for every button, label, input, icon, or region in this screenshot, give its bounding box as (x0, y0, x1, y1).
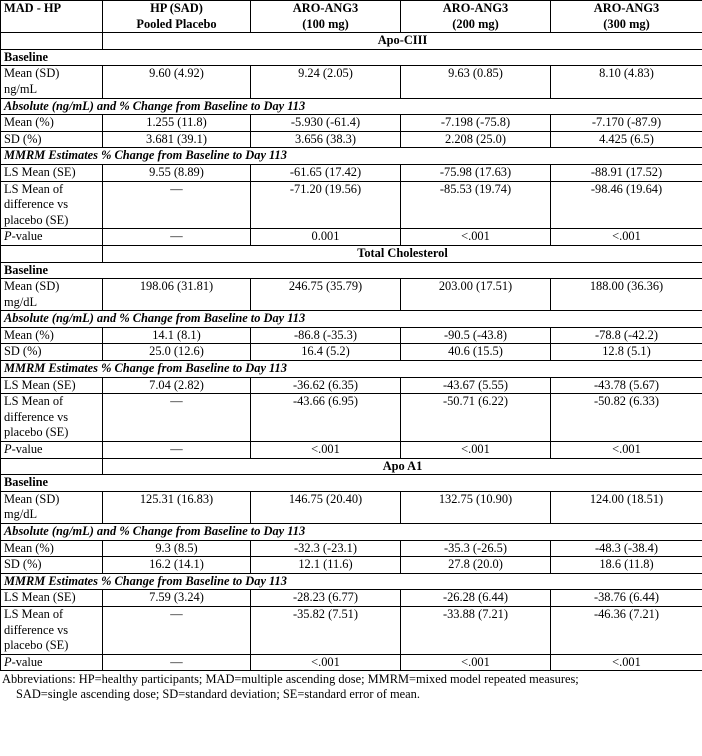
cell-value: -43.78 (5.67) (593, 377, 660, 392)
cell-value: -28.23 (6.77) (292, 590, 359, 605)
table-cell (251, 491, 401, 523)
header-200mg: ARO-ANG3 (200 mg) (401, 1, 551, 33)
cell-value: -26.28 (6.44) (442, 590, 509, 605)
section-title (103, 33, 702, 50)
cell-value: -88.91 (17.52) (590, 164, 663, 179)
cell-value: -35.3 (-26.5) (444, 540, 507, 555)
cell-value: -35.82 (7.51) (292, 606, 359, 621)
baseline-label-text: Baseline (4, 262, 49, 277)
cell-value: 9.60 (4.92) (149, 66, 204, 81)
footnote-line-1: Abbreviations: HP=healthy participants; MAD=multiple ascending dose; MMRM=mixed model repeated measures; (2, 672, 579, 687)
section-title-row (1, 458, 702, 475)
abbreviations-footnote (0, 671, 702, 702)
row-label (1, 394, 103, 442)
table-cell (103, 377, 251, 394)
table-cell (401, 557, 551, 574)
cell-value: -5.930 (-61.4) (290, 115, 361, 130)
table-cell (551, 394, 702, 442)
row-label (1, 654, 103, 671)
footnote-line-2: SAD=single ascending dose; SD=standard deviation; SE=standard error of mean. (16, 687, 420, 702)
row-label-line: LS Mean of (4, 394, 64, 409)
table-cell (401, 590, 551, 607)
cell-value: -7.170 (-87.9) (591, 115, 662, 130)
baseline-label-row (1, 262, 702, 279)
section-title-row (1, 33, 702, 50)
section-blank-cell (1, 245, 103, 262)
cell-value: 16.4 (5.2) (301, 344, 350, 359)
cell-value: -48.3 (-38.4) (595, 540, 658, 555)
cell-value: 12.1 (11.6) (298, 557, 353, 572)
cell-value: <.001 (461, 229, 490, 244)
cell-value: 1.255 (11.8) (146, 115, 207, 130)
subsection-title-row (1, 573, 702, 590)
baseline-label-text: Baseline (4, 49, 49, 64)
cell-value: -98.46 (19.64) (590, 181, 663, 196)
table-cell (251, 540, 401, 557)
row-label-line: Mean (SD) (4, 66, 60, 81)
table-row (1, 606, 702, 654)
table-cell (103, 229, 251, 246)
cell-value: 3.656 (38.3) (295, 131, 356, 146)
row-label-line: difference vs (4, 409, 69, 424)
table-cell (251, 66, 401, 98)
row-label-text: LS Mean (SE) (4, 377, 76, 392)
cell-value: — (170, 181, 183, 196)
section-title (103, 458, 702, 475)
cell-value: 3.681 (39.1) (146, 131, 207, 146)
baseline-label (1, 49, 702, 66)
baseline-label-row (1, 475, 702, 492)
row-label-text: -value (11, 229, 43, 244)
table-cell (401, 229, 551, 246)
section-title (103, 245, 702, 262)
table-row (1, 229, 702, 246)
section-title-text: Apo A1 (382, 458, 423, 473)
table-cell (401, 66, 551, 98)
table-cell (251, 590, 401, 607)
cell-value: 12.8 (5.1) (602, 344, 651, 359)
absolute-change-title-text: Absolute (ng/mL) and % Change from Baseline to Day 113 (4, 524, 306, 538)
table-body (1, 33, 702, 671)
table-cell (551, 442, 702, 459)
table-cell (551, 557, 702, 574)
cell-value: -43.67 (5.55) (442, 377, 509, 392)
table-cell (401, 279, 551, 311)
row-label (1, 344, 103, 361)
cell-value: -75.98 (17.63) (439, 164, 512, 179)
cell-value: 7.59 (3.24) (149, 590, 204, 605)
table-cell (103, 590, 251, 607)
cell-value: <.001 (612, 442, 641, 457)
absolute-change-title (1, 311, 702, 328)
cell-value: 25.0 (12.6) (149, 344, 204, 359)
table-row (1, 491, 702, 523)
row-label-unit: mg/dL (4, 507, 38, 522)
table-cell (103, 66, 251, 98)
row-label-italic: P (4, 654, 12, 669)
cell-value: 4.425 (6.5) (599, 131, 654, 146)
table-cell (251, 181, 401, 229)
table-cell (103, 394, 251, 442)
cell-value: — (170, 229, 183, 244)
table-row (1, 654, 702, 671)
row-label-line: placebo (SE) (4, 638, 69, 653)
cell-value: 8.10 (4.83) (599, 66, 654, 81)
cell-value: 9.24 (2.05) (298, 66, 353, 81)
cell-value: -71.20 (19.56) (289, 181, 362, 196)
table-cell (401, 115, 551, 132)
cell-value: 188.00 (36.36) (589, 279, 664, 294)
row-label (1, 377, 103, 394)
header-100mg: ARO-ANG3 (100 mg) (251, 1, 401, 33)
header-row (1, 1, 702, 33)
cell-value: 0.001 (311, 229, 340, 244)
row-label-text: -value (11, 654, 43, 669)
section-title-text: Total Cholesterol (357, 245, 448, 260)
subsection-title-row (1, 98, 702, 115)
cell-value: -78.8 (-42.2) (595, 327, 658, 342)
table-row (1, 115, 702, 132)
absolute-change-title (1, 98, 702, 115)
table-row (1, 279, 702, 311)
subsection-title-row (1, 524, 702, 541)
row-label-line: placebo (SE) (4, 212, 69, 227)
cell-value: 124.00 (18.51) (589, 491, 664, 506)
row-label-line: Mean (SD) (4, 491, 60, 506)
table-cell (401, 654, 551, 671)
row-label-line: placebo (SE) (4, 425, 69, 440)
table-row (1, 442, 702, 459)
cell-value: 125.31 (16.83) (139, 491, 214, 506)
mmrm-title-text: MMRM Estimates % Change from Baseline to Day 113 (4, 573, 287, 588)
table-cell (103, 279, 251, 311)
row-label-text: LS Mean (SE) (4, 590, 76, 605)
table-cell (251, 164, 401, 181)
table-cell (251, 115, 401, 132)
baseline-label (1, 475, 702, 492)
section-blank-cell (1, 33, 103, 50)
table-cell (551, 66, 702, 98)
cell-value: — (170, 606, 183, 621)
header-mad-hp: MAD - HP (1, 1, 103, 33)
cell-value: -85.53 (19.74) (439, 181, 512, 196)
table-cell (103, 115, 251, 132)
table-cell (251, 229, 401, 246)
cell-value: -7.198 (-75.8) (440, 115, 511, 130)
cell-value: <.001 (461, 442, 490, 457)
cell-value: 2.208 (25.0) (445, 131, 506, 146)
row-label (1, 279, 103, 311)
absolute-change-title-text: Absolute (ng/mL) and % Change from Baseline to Day 113 (4, 98, 306, 113)
table-cell (103, 606, 251, 654)
row-label-text: LS Mean (SE) (4, 164, 76, 179)
table-cell (251, 442, 401, 459)
baseline-label-text: Baseline (4, 475, 49, 490)
table-cell (551, 590, 702, 607)
section-blank-cell (1, 458, 103, 475)
table-cell (401, 131, 551, 148)
subsection-title-row (1, 361, 702, 378)
cell-value: -43.66 (6.95) (292, 394, 359, 409)
cell-value: <.001 (612, 229, 641, 244)
row-label (1, 557, 103, 574)
cell-value: 16.2 (14.1) (149, 557, 204, 572)
row-label-text: SD (%) (4, 344, 42, 359)
row-label (1, 164, 103, 181)
row-label-unit: ng/mL (4, 81, 38, 96)
row-label (1, 590, 103, 607)
row-label-italic: P (4, 442, 12, 457)
absolute-change-title (1, 524, 702, 541)
table-row (1, 164, 702, 181)
row-label (1, 606, 103, 654)
table-cell (103, 442, 251, 459)
table-row (1, 377, 702, 394)
cell-value: -33.88 (7.21) (442, 606, 509, 621)
row-label-text: Mean (%) (4, 115, 54, 130)
baseline-label-row (1, 49, 702, 66)
section-title-row (1, 245, 702, 262)
table-cell (251, 279, 401, 311)
cell-value: -90.5 (-43.8) (444, 327, 507, 342)
cell-value: — (170, 394, 183, 409)
table-cell (401, 491, 551, 523)
cell-value: — (170, 442, 183, 457)
table-cell (103, 491, 251, 523)
table-cell (551, 131, 702, 148)
cell-value: 9.3 (8.5) (155, 540, 198, 555)
table-cell (551, 606, 702, 654)
table-row (1, 131, 702, 148)
table-row (1, 557, 702, 574)
table-cell (251, 557, 401, 574)
table-cell (551, 115, 702, 132)
table-cell (103, 557, 251, 574)
header-placebo: HP (SAD) Pooled Placebo (103, 1, 251, 33)
table-cell (401, 394, 551, 442)
row-label-line: LS Mean of (4, 606, 64, 621)
table-row (1, 344, 702, 361)
row-label-line: difference vs (4, 197, 69, 212)
baseline-label (1, 262, 702, 279)
row-label (1, 327, 103, 344)
table-row (1, 327, 702, 344)
table-cell (251, 327, 401, 344)
table-row (1, 590, 702, 607)
table-cell (103, 654, 251, 671)
cell-value: -86.8 (-35.3) (294, 327, 357, 342)
row-label (1, 115, 103, 132)
subsection-title-row (1, 148, 702, 165)
table-cell (251, 377, 401, 394)
table-cell (551, 377, 702, 394)
table-cell (401, 377, 551, 394)
table-cell (103, 327, 251, 344)
table-cell (401, 442, 551, 459)
table-cell (251, 394, 401, 442)
row-label (1, 181, 103, 229)
table-cell (251, 344, 401, 361)
table-cell (103, 540, 251, 557)
table-cell (103, 131, 251, 148)
cell-value: 146.75 (20.40) (288, 491, 363, 506)
table-cell (251, 606, 401, 654)
table-cell (401, 540, 551, 557)
row-label (1, 131, 103, 148)
table-cell (551, 181, 702, 229)
cell-value: 132.75 (10.90) (438, 491, 513, 506)
cell-value: <.001 (311, 442, 340, 457)
mmrm-title-text: MMRM Estimates % Change from Baseline to Day 113 (4, 148, 287, 163)
cell-value: 18.6 (11.8) (599, 557, 654, 572)
cell-value: <.001 (612, 654, 641, 669)
cell-value: -38.76 (6.44) (593, 590, 660, 605)
row-label-text: Mean (%) (4, 327, 54, 342)
row-label (1, 229, 103, 246)
table-row (1, 66, 702, 98)
cell-value: 198.06 (31.81) (139, 279, 214, 294)
table-cell (401, 327, 551, 344)
mmrm-title (1, 361, 702, 378)
table-cell (551, 654, 702, 671)
row-label-line: Mean (SD) (4, 279, 60, 294)
cell-value: 14.1 (8.1) (152, 327, 201, 342)
cell-value: -50.71 (6.22) (442, 394, 509, 409)
row-label-line: LS Mean of (4, 181, 64, 196)
mmrm-title (1, 573, 702, 590)
table-cell (401, 344, 551, 361)
table-row (1, 181, 702, 229)
section-title-text: Apo-CIII (377, 33, 428, 48)
cell-value: -32.3 (-23.1) (294, 540, 357, 555)
row-label-italic: P (4, 229, 12, 244)
table-cell (103, 181, 251, 229)
cell-value: 9.55 (8.89) (149, 164, 204, 179)
mmrm-title (1, 148, 702, 165)
table-cell (251, 131, 401, 148)
table-row (1, 540, 702, 557)
table-cell (551, 279, 702, 311)
cell-value: -36.62 (6.35) (292, 377, 359, 392)
table-cell (103, 164, 251, 181)
header-300mg: ARO-ANG3 (300 mg) (551, 1, 702, 33)
cell-value: -46.36 (7.21) (593, 606, 660, 621)
cell-value: 7.04 (2.82) (149, 377, 204, 392)
cell-value: -50.82 (6.33) (593, 394, 660, 409)
row-label-text: Mean (%) (4, 540, 54, 555)
table-cell (551, 491, 702, 523)
row-label-unit: mg/dL (4, 294, 38, 309)
cell-value: <.001 (461, 654, 490, 669)
absolute-change-title-text: Absolute (ng/mL) and % Change from Baseline to Day 113 (4, 311, 306, 326)
cell-value: -61.65 (17.42) (289, 164, 362, 179)
cell-value: 27.8 (20.0) (448, 557, 503, 572)
row-label (1, 442, 103, 459)
table-cell (103, 344, 251, 361)
cell-value: 203.00 (17.51) (438, 279, 513, 294)
table-cell (401, 606, 551, 654)
row-label-text: SD (%) (4, 131, 42, 146)
table-cell (551, 164, 702, 181)
row-label-text: SD (%) (4, 557, 42, 572)
cell-value: <.001 (311, 654, 340, 669)
table-cell (401, 164, 551, 181)
row-label-text: -value (11, 442, 43, 457)
cell-value: 40.6 (15.5) (448, 344, 503, 359)
table-cell (551, 229, 702, 246)
row-label (1, 491, 103, 523)
subsection-title-row (1, 311, 702, 328)
table-cell (551, 327, 702, 344)
table-cell (551, 344, 702, 361)
cell-value: 246.75 (35.79) (288, 279, 363, 294)
cell-value: 9.63 (0.85) (448, 66, 503, 81)
table-cell (401, 181, 551, 229)
row-label (1, 540, 103, 557)
table-cell (551, 540, 702, 557)
row-label (1, 66, 103, 98)
cell-value: — (170, 654, 183, 669)
table-row (1, 394, 702, 442)
mmrm-title-text: MMRM Estimates % Change from Baseline to Day 113 (4, 361, 287, 376)
row-label-line: difference vs (4, 622, 69, 637)
table-cell (251, 654, 401, 671)
